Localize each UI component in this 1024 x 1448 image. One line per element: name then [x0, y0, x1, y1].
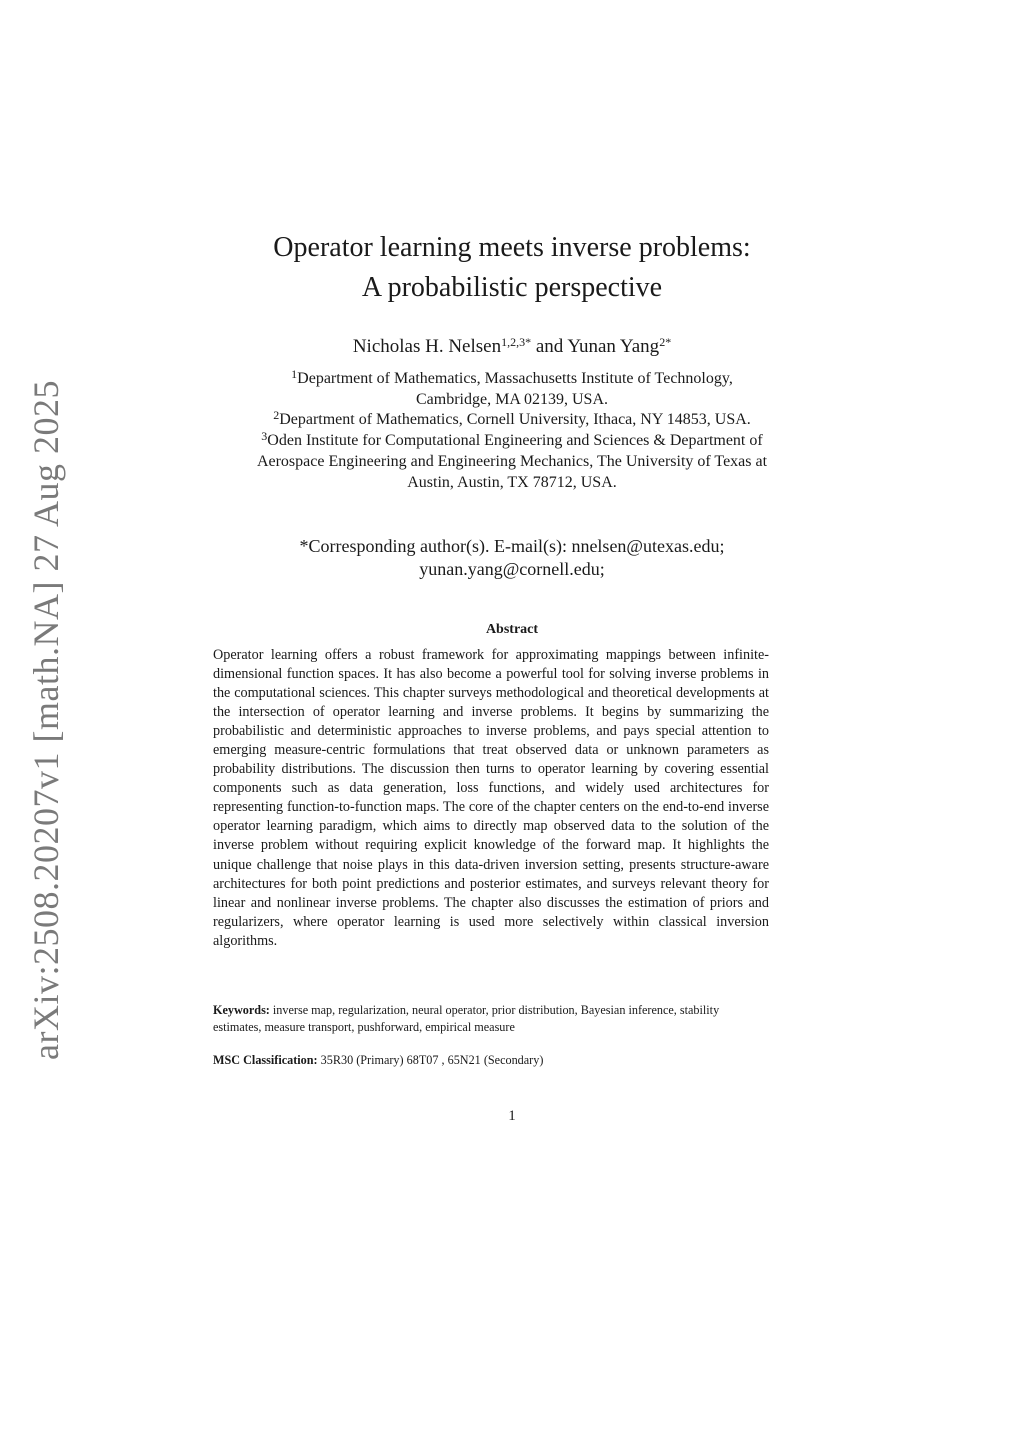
- keywords-label: Keywords:: [213, 1003, 270, 1017]
- author-connector: and: [531, 336, 568, 357]
- affiliation-1: [140, 369, 884, 390]
- msc-classification: [213, 1052, 769, 1069]
- corresponding-author-note: [0, 535, 1024, 581]
- title-line-1: Operator learning meets inverse problems:: [273, 232, 751, 263]
- affiliation-3-continued: Aerospace Engineering and Engineering Mechanics, The University of Texas at: [256, 452, 768, 470]
- affiliation-1-text: Department of Mathematics, Massachusetts Institute of Technology,: [297, 370, 733, 387]
- affiliation-2-mark: 2: [273, 408, 280, 423]
- affiliation-3: [140, 431, 884, 452]
- author-2-affiliation-marks: 2*: [659, 335, 672, 349]
- affiliation-2-text: Department of Mathematics, Cornell University, Ithaca, NY 14853, USA.: [279, 411, 751, 429]
- affiliation-3-text: Oden Institute for Computational Engineering and Sciences & Department of: [267, 432, 763, 450]
- abstract-body: Operator learning offers a robust framework for approximating mappings between infinite-dimensional function spaces. It has also become a powerful tool for solving inverse problems in the computational sciences. This chapter surveys methodological and theoretical developments at the intersection of operator learning and inverse problems. It begins by summarizing the probabilistic and deterministic approaches to inverse problems, and pays special attention to emerging measure-centric formulations that treat observed data or unknown parameters as probability distributions. The discussion then turns to operator learning by covering essential components such as data generation, loss functions, and widely used architectures for representing function-to-function maps. The core of the chapter centers on the end-to-end inverse operator learning paradigm, which aims to directly map observed data to the solution of the inverse problem without requiring explicit knowledge of the forward map. It highlights the unique challenge that noise plays in this data-driven inversion setting, presents structure-aware architectures for both point predictions and posterior estimates, and surveys relevant theory for linear and nonlinear inverse problems. The chapter also discusses the estimation of priors and regularizers, where operator learning is used more selectively within classical inversion algorithms.: [213, 647, 769, 949]
- affiliation-1-continued: Cambridge, MA 02139, USA.: [416, 390, 608, 408]
- msc-text: 35R30 (Primary) 68T07 , 65N21 (Secondary): [317, 1053, 544, 1067]
- keywords-section: [213, 1002, 769, 1036]
- affiliation-list: [140, 369, 884, 493]
- title-line-2: A probabilistic perspective: [361, 272, 663, 303]
- affiliation-2: [140, 410, 884, 431]
- msc-label: MSC Classification:: [213, 1053, 318, 1067]
- arxiv-identifier-stamp: arXiv:2508.20207v1 [math.NA] 27 Aug 2025: [26, 380, 66, 1060]
- corresponding-line-1: *Corresponding author(s). E-mail(s): nnelsen@utexas.edu;: [299, 536, 725, 556]
- abstract-heading: Abstract: [485, 622, 539, 637]
- page-number: 1: [508, 1108, 516, 1124]
- keywords-text: inverse map, regularization, neural operator, prior distribution, Bayesian inference, stability estimates, measure transport, pushforward, empirical measure: [213, 1003, 720, 1034]
- author-name-2: Yunan Yang: [567, 336, 660, 357]
- author-1-affiliation-marks: 1,2,3*: [501, 335, 532, 349]
- author-list: [0, 334, 1024, 360]
- corresponding-line-2: yunan.yang@cornell.edu;: [419, 559, 605, 579]
- author-name-1: Nicholas H. Nelsen: [352, 336, 502, 357]
- affiliation-1-mark: 1: [291, 367, 298, 381]
- affiliation-3-mark: 3: [261, 429, 268, 444]
- paper-title: [0, 228, 1024, 308]
- affiliation-3-continued-2: Austin, Austin, TX 78712, USA.: [407, 473, 617, 491]
